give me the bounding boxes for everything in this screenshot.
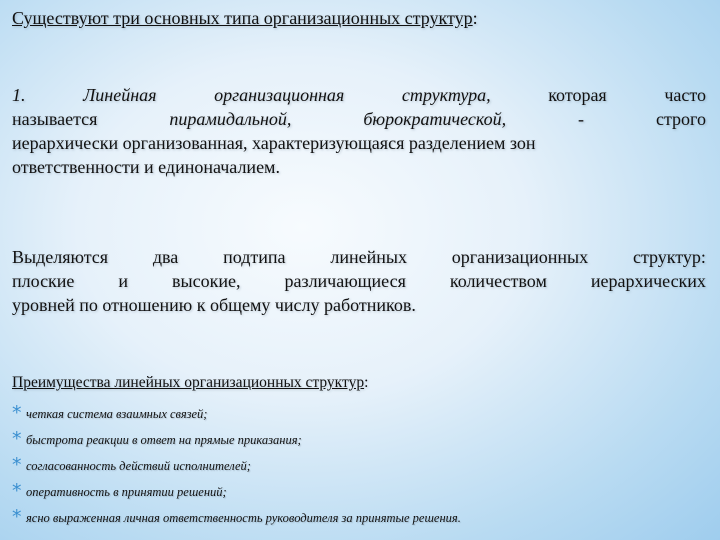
word: иерархических (590, 271, 706, 291)
asterisk-bullet-icon: * (12, 480, 22, 502)
word: и (118, 271, 129, 291)
asterisk-bullet-icon: * (12, 506, 22, 528)
word: 1. (12, 85, 26, 105)
heading-text: Существуют три основных типа организационных структур (12, 8, 473, 28)
word: линейных (330, 247, 407, 267)
paragraph-line: иерархически организованная, характеризующаяся разделением зон (12, 133, 536, 153)
word: структур: (632, 247, 706, 267)
word: организационная (214, 85, 345, 105)
paragraph-line: уровней по отношению к общему числу работников. (12, 295, 416, 315)
asterisk-bullet-icon: * (12, 428, 22, 450)
advantages-title (12, 373, 368, 393)
word: часто (664, 85, 706, 105)
advantages-title-colon: : (364, 374, 369, 391)
word: два (152, 247, 179, 267)
word: называется (12, 109, 98, 129)
advantages-title-text: Преимущества линейных организационных структур (12, 374, 365, 391)
slide-heading (12, 6, 478, 30)
paragraph-line (12, 269, 706, 293)
word: подтипа (223, 247, 286, 267)
heading-colon: : (472, 8, 478, 28)
word: структура, (401, 85, 491, 105)
advantages-list (12, 396, 461, 526)
word: Линейная (83, 85, 157, 105)
list-item-text: быстрота реакции в ответ на прямые приказания; (26, 433, 302, 447)
list-item-text: согласованность действий исполнителей; (26, 459, 251, 473)
list-item (12, 474, 461, 500)
word: - (578, 109, 585, 129)
word: которая (548, 85, 607, 105)
slide (12, 0, 710, 540)
list-item (12, 500, 461, 526)
list-item (12, 422, 461, 448)
paragraph-line: ответственности и единоначалием. (12, 157, 280, 177)
paragraph-line (12, 83, 706, 107)
asterisk-bullet-icon: * (12, 402, 22, 424)
list-item-text: четкая система взаимных связей; (26, 407, 208, 421)
word: строго (655, 109, 706, 129)
word: организационных (451, 247, 589, 267)
asterisk-bullet-icon: * (12, 454, 22, 476)
paragraph-line (12, 107, 706, 131)
word: плоские (12, 271, 75, 291)
word: различающиеся (284, 271, 406, 291)
list-item-text: ясно выраженная личная ответственность руководителя за принятые решения. (26, 511, 461, 525)
word: бюрократической, (363, 109, 507, 129)
paragraph-line (12, 245, 706, 269)
paragraph-subtypes (12, 245, 706, 317)
paragraph-linear-structure (12, 83, 706, 179)
word: Выделяются (12, 247, 109, 267)
word: пирамидальной, (169, 109, 292, 129)
list-item (12, 396, 461, 422)
word: высокие, (172, 271, 241, 291)
list-item (12, 448, 461, 474)
list-item-text: оперативность в принятии решений; (26, 485, 227, 499)
word: количеством (449, 271, 547, 291)
